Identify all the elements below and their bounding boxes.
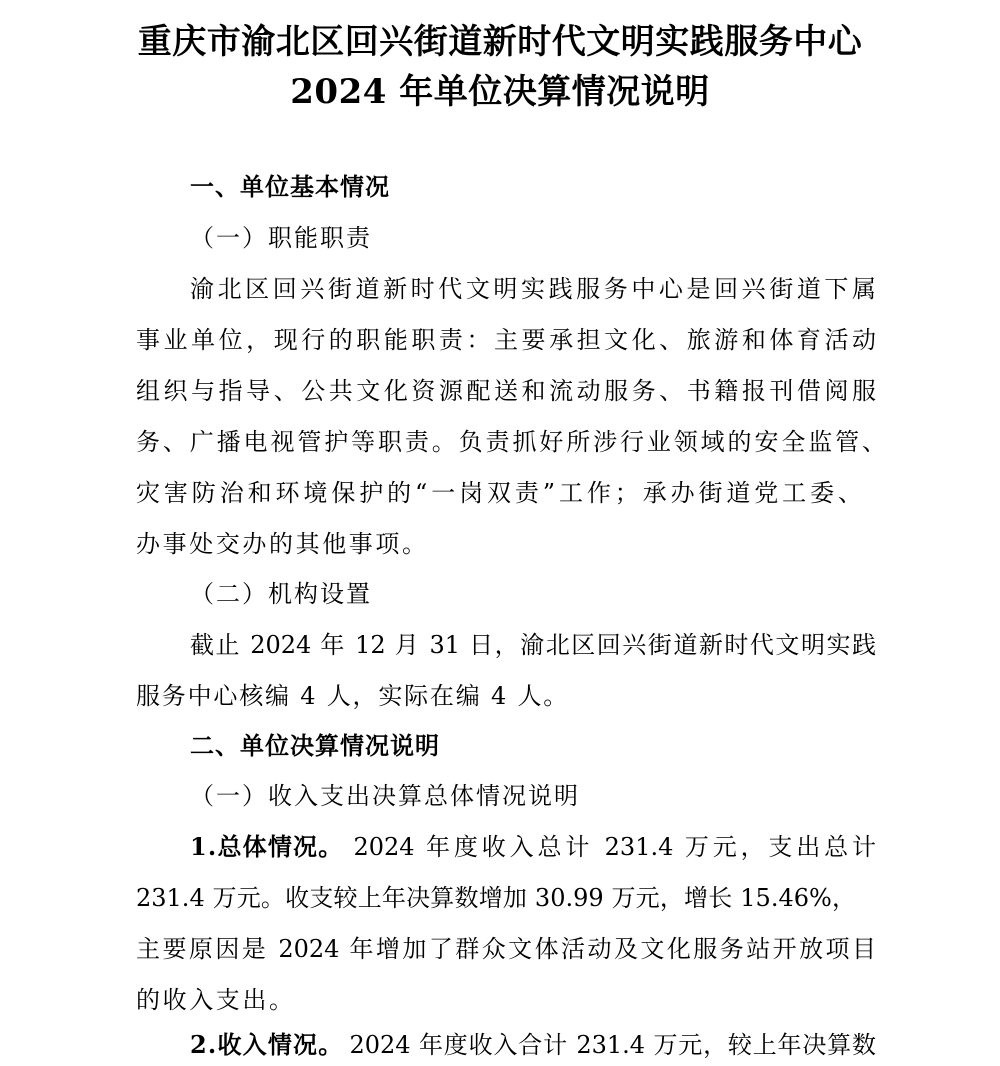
paragraph-line: 的收入支出。 — [136, 986, 296, 1014]
paragraph-line: 务、广播电视管护等职责。负责抓好所涉行业领域的安全监管、 — [136, 428, 886, 456]
paragraph-line — [190, 832, 876, 862]
document-title-line-2: 2024 年单位决算情况说明 — [290, 72, 710, 112]
subsection-heading-income-expense: （一）收入支出决算总体情况说明 — [190, 782, 580, 810]
document-title-line-1: 重庆市渝北区回兴街道新时代文明实践服务中心 — [137, 22, 863, 62]
item-label-overall: 1.总体情况。 — [190, 832, 344, 861]
paragraph-line: 办事处交办的其他事项。 — [136, 530, 429, 558]
item-label-income: 2.收入情况。 — [190, 1030, 344, 1059]
item-text: 2024 年度收入合计 231.4 万元，较上年决算数 — [349, 1031, 876, 1059]
paragraph-line: 组织与指导、公共文化资源配送和流动服务、书籍报刊借阅服 — [136, 377, 876, 405]
paragraph-line: 事业单位，现行的职能职责：主要承担文化、旅游和体育活动 — [136, 326, 876, 354]
subsection-heading-organization: （二）机构设置 — [190, 580, 372, 608]
paragraph-line: 灾害防治和环境保护的“一岗双责”工作；承办街道党工委、 — [136, 479, 862, 507]
paragraph-line: 服务中心核编 4 人，实际在编 4 人。 — [136, 682, 570, 710]
paragraph-line: 截止 2024 年 12 月 31 日，渝北区回兴街道新时代文明实践 — [190, 631, 876, 659]
section-heading-basic-info: 一、单位基本情况 — [190, 173, 390, 201]
section-heading-final-accounts: 二、单位决算情况说明 — [190, 732, 440, 760]
paragraph-line: 渝北区回兴街道新时代文明实践服务中心是回兴街道下属 — [190, 275, 876, 303]
paragraph-line — [190, 1030, 876, 1060]
paragraph-line: 主要原因是 2024 年增加了群众文体活动及文化服务站开放项目 — [136, 935, 876, 963]
paragraph-line: 231.4 万元。收支较上年决算数增加 30.99 万元，增长 15.46%， — [136, 884, 856, 912]
item-text: 2024 年度收入总计 231.4 万元，支出总计 — [353, 833, 876, 861]
subsection-heading-functions: （一）职能职责 — [190, 224, 372, 252]
